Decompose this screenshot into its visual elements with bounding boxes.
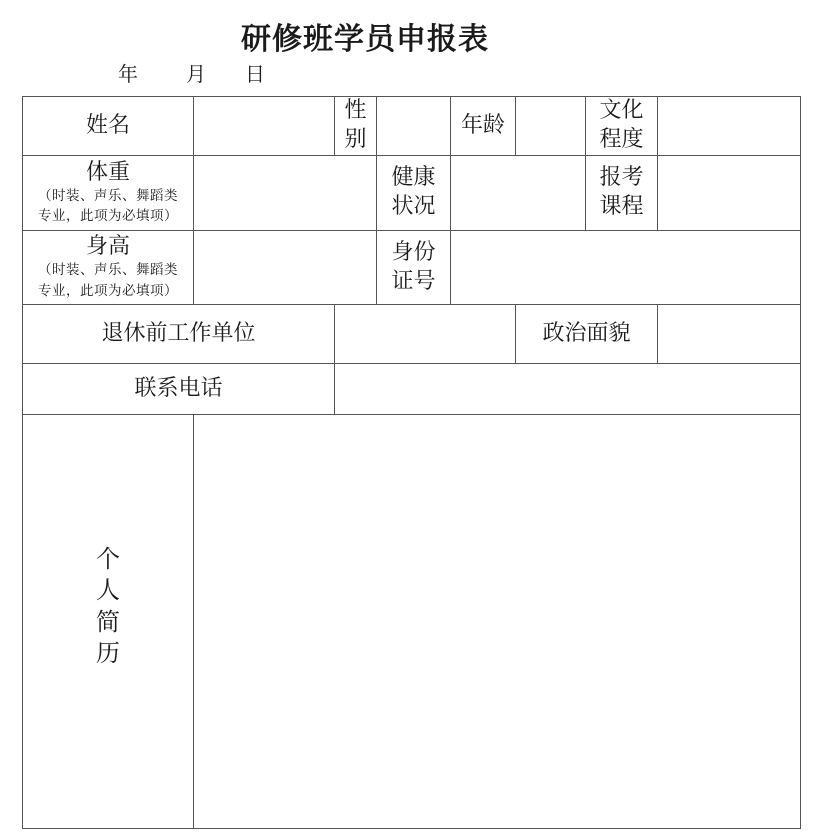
health-label: 健康 状况 — [391, 165, 436, 219]
form-title: 研修班学员申报表 — [241, 22, 489, 57]
weight-field[interactable] — [194, 156, 376, 230]
name-field[interactable] — [194, 97, 334, 155]
age-field[interactable] — [516, 97, 585, 155]
name-label: 姓名 — [85, 112, 130, 138]
weight-note: （时装、声乐、舞蹈类 — [38, 187, 178, 204]
table-border-bottom — [22, 828, 801, 829]
resume-field[interactable] — [194, 415, 800, 828]
political-status-label: 政治面貌 — [542, 320, 631, 346]
education-field[interactable] — [658, 97, 800, 155]
education-label: 文化 程度 — [599, 98, 644, 152]
weight-label: 体重 （时装、声乐、舞蹈类 专业，此项为必填项） — [23, 156, 193, 230]
gender-field[interactable] — [377, 97, 450, 155]
health-field[interactable] — [451, 156, 585, 230]
id-number-label: 身份 证号 — [391, 239, 436, 294]
course-field[interactable] — [658, 156, 800, 230]
phone-label: 联系电话 — [134, 375, 223, 401]
date-day-label: 日 — [245, 62, 265, 86]
height-note: （时装、声乐、舞蹈类 — [38, 262, 178, 279]
weight-note: 专业，此项为必填项） — [38, 208, 178, 225]
age-label: 年龄 — [460, 112, 505, 138]
former-employer-field[interactable] — [335, 305, 515, 363]
height-field[interactable] — [194, 231, 376, 304]
gender-label: 性 别 — [344, 98, 367, 152]
id-number-field[interactable] — [451, 231, 800, 304]
height-label: 身高 （时装、声乐、舞蹈类 专业，此项为必填项） — [23, 231, 193, 304]
date-year-label: 年 — [118, 62, 138, 86]
phone-field[interactable] — [335, 364, 800, 414]
former-employer-label: 退休前工作单位 — [101, 320, 256, 346]
resume-label: 个 人 简 历 — [96, 545, 120, 667]
course-label: 报考 课程 — [599, 165, 644, 219]
height-note: 专业，此项为必填项） — [38, 282, 178, 299]
date-month-label: 月 — [186, 62, 206, 86]
table-border-right — [800, 96, 801, 829]
political-status-field[interactable] — [658, 305, 800, 363]
